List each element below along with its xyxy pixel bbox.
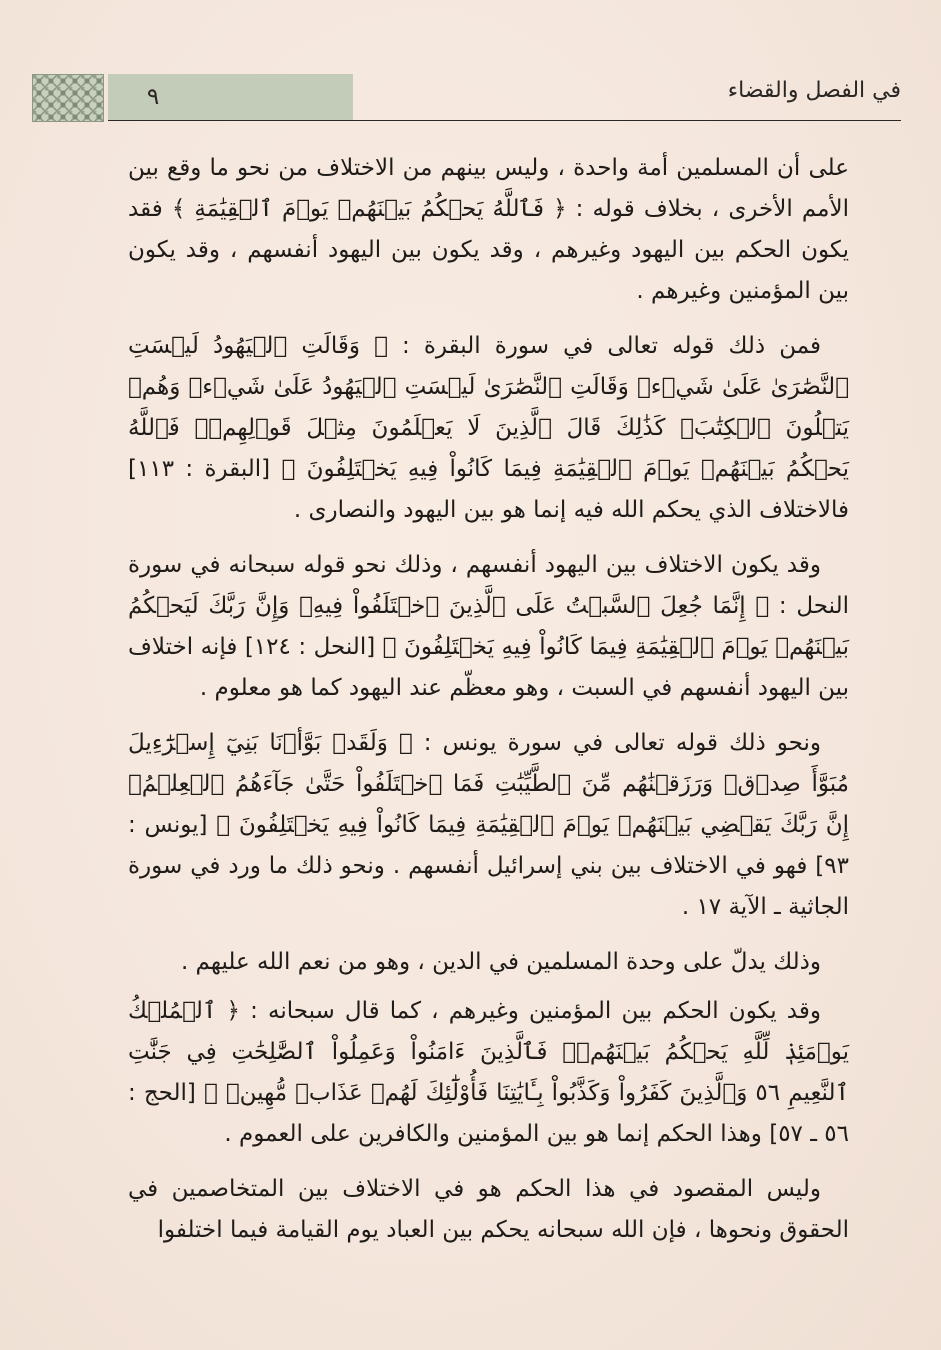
paragraph: على أن المسلمين أمة واحدة ، وليس بينهم من الاختلاف من نحو ما وقع بين الأمم الأخرى ، بخلاف قوله : ﴿ فَٱللَّهُ يَحۡكُمُ بَيۡنَهُمۡ يَوۡمَ ٱلۡقِيَٰمَةِ ﴾ فقد يكون الحكم بين اليهود وغيرهم ، وقد يكون بين اليهود أنفسهم ، وقد يكون بين المؤمنين وغيرهم . [128,155,849,304]
arabesque-ornament-icon [32,74,104,122]
paragraph: ونحو ذلك قوله تعالى في سورة يونس : ﴿ وَلَقَدۡ بَوَّأۡنَا بَنِيٓ إِسۡرَٰٓءِيلَ مُبَوَّأَ صِدۡقٖ وَرَزَقۡنَٰهُم مِّنَ ٱلطَّيِّبَٰتِ فَمَا ٱخۡتَلَفُواْ حَتَّىٰ جَآءَهُمُ ٱلۡعِلۡمُۚ إِنَّ رَبَّكَ يَقۡضِي بَيۡنَهُمۡ يَوۡمَ ٱلۡقِيَٰمَةِ فِيمَا كَانُواْ فِيهِ يَخۡتَلِفُونَ ﴾ [يونس : ٩٣] فهو في الاختلاف بين بني إسرائيل أنفسهم . ونحو ذلك ما ورد في سورة الجاثية ـ الآية ١٧ . [128,730,849,920]
paragraph: وقد يكون الحكم بين المؤمنين وغيرهم ، كما قال سبحانه : ﴿ ٱلۡمُلۡكُ يَوۡمَئِذٖ لِّلَّهِ يَحۡكُمُ بَيۡنَهُمۡۚ فَٱلَّذِينَ ءَامَنُواْ وَعَمِلُواْ ٱلصَّٰلِحَٰتِ فِي جَنَّٰتِ ٱلنَّعِيمِ ٥٦ وَٱلَّذِينَ كَفَرُواْ وَكَذَّبُواْ بِـَٔايَٰتِنَا فَأُوْلَٰٓئِكَ لَهُمۡ عَذَابٞ مُّهِينٞ ﴾ [الحج : ٥٦ ـ ٥٧] وهذا الحكم إنما هو بين المؤمنين والكافرين على العموم . [128,998,849,1147]
paragraph: وقد يكون الاختلاف بين اليهود أنفسهم ، وذلك نحو قوله سبحانه في سورة النحل : ﴿ إِنَّمَا جُعِلَ ٱلسَّبۡتُ عَلَى ٱلَّذِينَ ٱخۡتَلَفُواْ فِيهِۚ وَإِنَّ رَبَّكَ لَيَحۡكُمُ بَيۡنَهُمۡ يَوۡمَ ٱلۡقِيَٰمَةِ فِيمَا كَانُواْ فِيهِ يَخۡتَلِفُونَ ﴾ [النحل : ١٢٤] فإنه اختلاف بين اليهود أنفسهم في السبت ، وهو معظّم عند اليهود كما هو معلوم . [128,552,849,701]
page-number: ٩ [146,84,160,110]
paragraph: وذلك يدلّ على وحدة المسلمين في الدين ، وهو من نعم الله عليهم . [180,949,821,975]
page-body [128,148,849,1265]
paragraph: فمن ذلك قوله تعالى في سورة البقرة : ﴿ وَقَالَتِ ٱلۡيَهُودُ لَيۡسَتِ ٱلنَّصَٰرَىٰ عَلَىٰ شَيۡءٖ وَقَالَتِ ٱلنَّصَٰرَىٰ لَيۡسَتِ ٱلۡيَهُودُ عَلَىٰ شَيۡءٖ وَهُمۡ يَتۡلُونَ ٱلۡكِتَٰبَۗ كَذَٰلِكَ قَالَ ٱلَّذِينَ لَا يَعۡلَمُونَ مِثۡلَ قَوۡلِهِمۡۚ فَٱللَّهُ يَحۡكُمُ بَيۡنَهُمۡ يَوۡمَ ٱلۡقِيَٰمَةِ فِيمَا كَانُواْ فِيهِ يَخۡتَلِفُونَ ﴾ [البقرة : ١١٣] فالاختلاف الذي يحكم الله فيه إنما هو بين اليهود والنصارى . [128,333,849,523]
running-title: في الفصل والقضاء [727,78,901,103]
header-rule [108,120,901,121]
page-header [28,70,901,124]
paragraph: وليس المقصود في هذا الحكم هو في الاختلاف بين المتخاصمين في الحقوق ونحوها ، فإن الله سبحانه يحكم بين العباد يوم القيامة فيما اختلفوا [128,1176,849,1243]
